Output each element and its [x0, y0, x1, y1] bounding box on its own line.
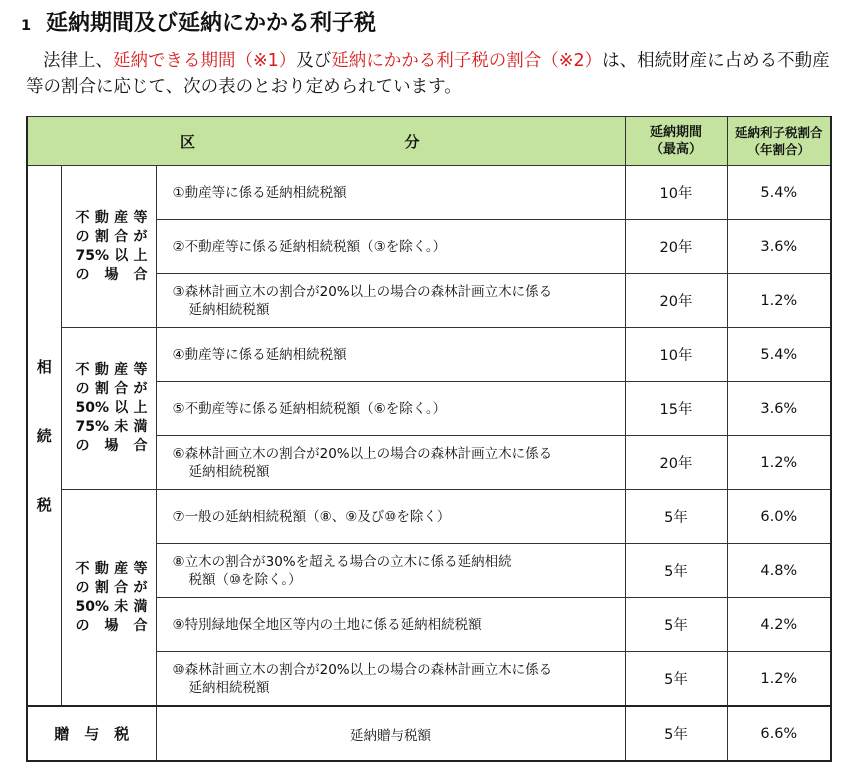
group-75-line3: 75%以上: [75, 247, 148, 264]
group-label-50-75: [61, 328, 156, 490]
row-7-desc: [156, 490, 625, 544]
row-5-period: 15年: [625, 382, 727, 436]
inheritance-char-3: 税: [36, 496, 52, 514]
group-50-75-line4: 75%未満: [75, 419, 148, 435]
intro-text-2: 及び: [296, 51, 332, 71]
row-8-desc-line2: 税額（⑩を除く。）: [188, 571, 302, 588]
row-4-desc: [156, 328, 625, 382]
row-8-desc-line1: ⑧立木の割合が30%を超える場合の立木に係る延納相続: [172, 553, 512, 570]
row-2-desc: [156, 220, 625, 274]
row-6-rate: 1.2%: [727, 436, 831, 490]
row-4-period: 10年: [625, 328, 727, 382]
row-6-desc-line2: 延納相続税額: [188, 463, 270, 480]
row-8-period: 5年: [625, 544, 727, 598]
row-2-rate: 3.6%: [727, 220, 831, 274]
row-2-desc-line1: ②不動産等に係る延納相続税額（③を除く。）: [172, 238, 447, 255]
inheritance-char-2: 続: [36, 427, 52, 445]
row-7-period: 5年: [625, 490, 727, 544]
row-3-desc-line2: 延納相続税額: [188, 301, 270, 318]
row-4-rate: 5.4%: [727, 328, 831, 382]
row-7-desc-line1: ⑦一般の延納相続税額（⑧、⑨及び⑩を除く）: [172, 508, 451, 525]
row-5-desc-line1: ⑤不動産等に係る延納相続税額（⑥を除く。）: [172, 400, 447, 417]
row-6-period: 20年: [625, 436, 727, 490]
header-rate-line2: （年割合）: [747, 142, 811, 157]
row-8-rate: 4.8%: [727, 544, 831, 598]
row-7-rate: 6.0%: [727, 490, 831, 544]
row-6-desc: [156, 436, 625, 490]
row-5-desc: [156, 382, 625, 436]
row-3-desc-line1: ③森林計画立木の割合が20%以上の場合の森林計画立木に係る: [172, 283, 553, 300]
group-label-75: [61, 166, 156, 328]
group-75-line1: 不動産等: [75, 209, 148, 226]
row-6-desc-line1: ⑥森林計画立木の割合が20%以上の場合の森林計画立木に係る: [172, 445, 553, 462]
row-3-rate: 1.2%: [727, 274, 831, 328]
row-9-desc-line1: ⑨特別緑地保全地区等内の土地に係る延納相続税額: [172, 616, 482, 633]
row-1-period: 10年: [625, 166, 727, 220]
group-50-line2: の割合が: [75, 579, 148, 596]
inheritance-char-1: 相: [36, 358, 52, 376]
group-50-75-line1: 不動産等: [75, 362, 148, 378]
row-8-desc: [156, 544, 625, 598]
header-period-line1: 延納期間: [650, 125, 703, 140]
row-1-desc: [156, 166, 625, 220]
row-2-period: 20年: [625, 220, 727, 274]
header-kubun-right: 分: [404, 132, 420, 151]
intro-highlight-period: 延納できる期間（※1）: [113, 51, 297, 71]
group-50-line3: 50%未満: [75, 598, 148, 615]
row-1-desc-line1: ①動産等に係る延納相続税額: [172, 184, 347, 201]
section-heading: [6, 6, 376, 37]
deferral-table: [26, 116, 832, 762]
header-period: [625, 117, 727, 166]
group-50-line4: の場合: [75, 617, 148, 634]
gift-tax-desc: 延納贈与税額: [156, 706, 625, 761]
row-5-rate: 3.6%: [727, 382, 831, 436]
group-50-75-line2: の割合が: [75, 381, 148, 397]
intro-text-1: 法律上、: [43, 51, 113, 71]
row-9-rate: 4.2%: [727, 598, 831, 652]
section-title: 延納期間及び延納にかかる利子税: [46, 11, 377, 36]
intro-text-3: は、相続財産に占める不動産等の割合に応じて、次の表のとおり定められています。: [26, 51, 830, 97]
intro-paragraph: [26, 48, 838, 100]
row-3-desc: [156, 274, 625, 328]
row-9-period: 5年: [625, 598, 727, 652]
row-4-desc-line1: ④動産等に係る延納相続税額: [172, 346, 347, 363]
gift-tax-label: 贈 与 税: [27, 706, 156, 761]
header-kubun-left: 区: [180, 132, 196, 151]
gift-tax-rate: 6.6%: [727, 706, 831, 761]
header-kubun: [27, 117, 625, 166]
group-75-line2: の割合が: [75, 228, 148, 245]
row-10-desc: [156, 652, 625, 707]
row-10-desc-line1: ⑩森林計画立木の割合が20%以上の場合の森林計画立木に係る: [172, 661, 553, 678]
header-rate-line1: 延納利子税割合: [735, 125, 823, 140]
gift-tax-period: 5年: [625, 706, 727, 761]
group-label-50: [61, 490, 156, 707]
group-75-line4: の場合: [75, 266, 148, 283]
inheritance-tax-label: [27, 166, 61, 707]
group-50-75-line3: 50%以上: [75, 400, 148, 416]
row-1-rate: 5.4%: [727, 166, 831, 220]
row-10-desc-line2: 延納相続税額: [188, 679, 270, 696]
header-period-line2: （最高）: [650, 142, 703, 157]
header-rate: [727, 117, 831, 166]
group-50-line1: 不動産等: [75, 560, 148, 577]
row-3-period: 20年: [625, 274, 727, 328]
group-50-75-line5: の場合: [75, 438, 148, 454]
row-10-rate: 1.2%: [727, 652, 831, 707]
intro-highlight-rate: 延納にかかる利子税の割合（※2）: [331, 51, 603, 71]
section-number: 1: [20, 18, 32, 34]
row-10-period: 5年: [625, 652, 727, 707]
row-9-desc: [156, 598, 625, 652]
